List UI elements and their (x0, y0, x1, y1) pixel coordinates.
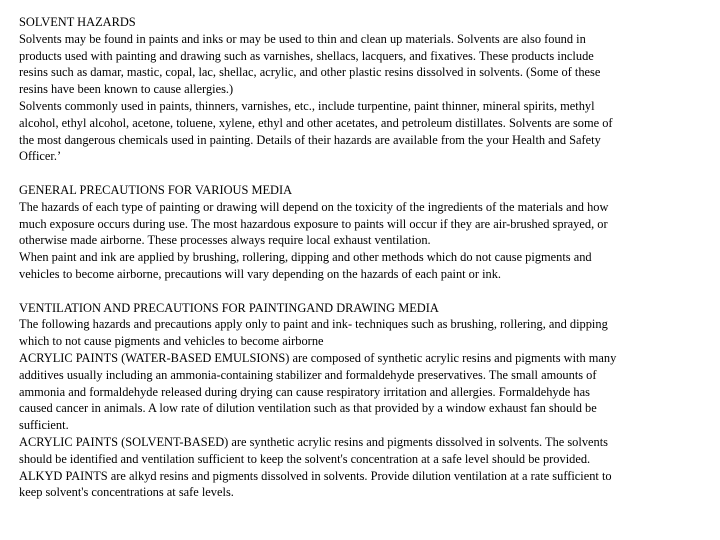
section-heading: VENTILATION AND PRECAUTIONS FOR PAINTINGAND DRAWING MEDIA (19, 300, 439, 315)
text-line: alcohol, ethyl alcohol, acetone, toluene, xylene, ethyl and other acetates, and petroleum distillates. Solvents are some of (19, 115, 613, 130)
text-line: should be identified and ventilation sufficient to keep the solvent's concentration at a safe level should be provided. (19, 451, 591, 466)
text-line: caused cancer in animals. A low rate of dilution ventilation such as that provided by a window exhaust fan should be (19, 401, 597, 416)
section-heading: SOLVENT HAZARDS (19, 15, 136, 29)
paragraph-gap (19, 165, 703, 182)
text-line: The following hazards and precautions apply only to paint and ink- techniques such as brushing, rollering, and dipping (19, 317, 608, 332)
text-line: the most dangerous chemicals used in painting. Details of their hazards are available from the your Health and Safety (19, 132, 601, 147)
text-line: Solvents commonly used in paints, thinners, varnishes, etc., include turpentine, paint thinner, mineral spirits, methyl (19, 98, 595, 113)
text-line: which to not cause pigments and vehicles to become airborne (19, 334, 324, 349)
text-line: otherwise made airborne. These processes always require local exhaust ventilation. (19, 233, 431, 248)
text-line: When paint and ink are applied by brushing, rollering, dipping and other methods which do not cause pigments and (19, 250, 592, 265)
text-line: ACRYLIC PAINTS (WATER-BASED EMULSIONS) are composed of synthetic acrylic resins and pigments with many (19, 350, 617, 365)
text-line: resins have been known to cause allergies.) (19, 82, 234, 97)
section-general-precautions (19, 182, 703, 283)
text-line: The hazards of each type of painting or drawing will depend on the toxicity of the ingredients of the materials and how (19, 199, 609, 214)
text-line: sufficient. (19, 418, 69, 433)
text-line: much exposure occurs during use. The most hazardous exposure to paints will occur if they are air-brushed sprayed, or (19, 216, 608, 231)
section-ventilation (19, 300, 703, 502)
document-body (19, 14, 703, 501)
text-line: Solvents may be found in paints and inks or may be used to thin and clean up materials. Solvents are also found in (19, 31, 586, 46)
paragraph-gap (19, 283, 703, 300)
text-line: products used with painting and drawing such as varnishes, shellacs, lacquers, and fixatives. These products include (19, 48, 594, 63)
text-line: vehicles to become airborne, precautions will vary depending on the hazards of each paint or ink. (19, 266, 502, 281)
text-line: keep solvent's concentrations at safe levels. (19, 485, 234, 500)
text-line: Officer.’ (19, 149, 62, 164)
text-line: additives usually including an ammonia-containing stabilizer and formaldehyde preservatives. The small amounts of (19, 367, 597, 382)
section-solvent-hazards (19, 14, 703, 165)
text-line: ACRYLIC PAINTS (SOLVENT-BASED) are synthetic acrylic resins and pigments dissolved in solvents. The solvents (19, 434, 608, 449)
text-line: resins such as damar, mastic, copal, lac, shellac, acrylic, and other plastic resins dissolved in solvents. (Some of these (19, 65, 601, 80)
text-line: ALKYD PAINTS are alkyd resins and pigments dissolved in solvents. Provide dilution ventilation at a rate sufficient to (19, 468, 612, 483)
text-line: ammonia and formaldehyde released during drying can cause respiratory irritation and allergies. Formaldehyde has (19, 384, 590, 399)
section-heading: GENERAL PRECAUTIONS FOR VARIOUS MEDIA (19, 182, 293, 197)
